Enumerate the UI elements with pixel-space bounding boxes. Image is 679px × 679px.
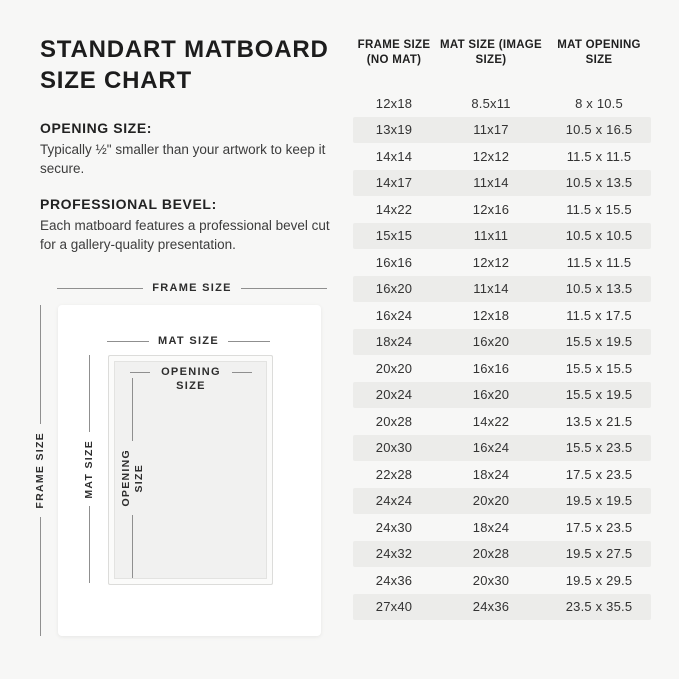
table-cell: 20x28 xyxy=(472,546,510,562)
table-row xyxy=(353,514,651,541)
table-cell: 16x24 xyxy=(375,307,413,323)
table-cell: 13x19 xyxy=(375,122,413,138)
frame-size-horizontal-dimension xyxy=(57,281,327,295)
header-frame-size: FRAME SIZE (NO MAT) xyxy=(357,39,431,66)
frame-size-label-vertical: FRAME SIZE xyxy=(34,432,46,509)
professional-bevel-section xyxy=(40,196,340,254)
table-row xyxy=(353,461,651,488)
table-row xyxy=(353,408,651,435)
table-cell: 10.5 x 16.5 xyxy=(565,122,633,138)
table-cell: 16x20 xyxy=(375,281,413,297)
size-table-header xyxy=(353,38,651,68)
professional-bevel-body: Each matboard features a professional bevel cut for a gallery-quality presentation. xyxy=(40,218,330,252)
opening-size-section xyxy=(40,120,340,178)
table-cell: 24x32 xyxy=(375,546,413,562)
table-cell: 11.5 x 11.5 xyxy=(566,254,632,270)
table-cell: 13.5 x 21.5 xyxy=(565,413,633,429)
dimension-line xyxy=(89,355,90,432)
table-cell: 16x20 xyxy=(472,387,510,403)
dimension-line xyxy=(232,372,252,373)
table-cell: 10.5 x 13.5 xyxy=(565,175,633,191)
table-row xyxy=(353,196,651,223)
table-row xyxy=(353,541,651,568)
table-cell: 19.5 x 29.5 xyxy=(565,572,633,588)
mat-size-label-horizontal: MAT SIZE xyxy=(158,335,219,347)
page-title-line2: SIZE CHART xyxy=(40,67,192,94)
table-row xyxy=(353,143,651,170)
table-row xyxy=(353,90,651,117)
opening-size-horizontal-dimension xyxy=(130,365,252,393)
table-cell: 12x18 xyxy=(375,95,413,111)
table-cell: 11.5 x 11.5 xyxy=(566,148,632,164)
opening-size-label-vertical-word2: SIZE xyxy=(132,463,145,493)
dimension-line xyxy=(40,517,41,636)
table-cell: 18x24 xyxy=(375,334,413,350)
table-cell: 14x17 xyxy=(375,175,413,191)
page-title-line1: STANDART MATBOARD xyxy=(40,36,329,63)
table-cell: 15.5 x 15.5 xyxy=(565,360,633,376)
matboard-diagram xyxy=(30,275,335,655)
dimension-line xyxy=(107,341,149,342)
table-cell: 24x24 xyxy=(375,493,413,509)
dimension-line xyxy=(228,341,270,342)
table-cell: 18x24 xyxy=(472,519,510,535)
table-cell: 10.5 x 13.5 xyxy=(565,281,633,297)
table-cell: 16x24 xyxy=(472,440,510,456)
page-title xyxy=(40,34,340,96)
table-cell: 17.5 x 23.5 xyxy=(565,466,633,482)
table-cell: 14x22 xyxy=(375,201,413,217)
table-cell: 12x16 xyxy=(472,201,510,217)
dimension-line xyxy=(241,288,327,289)
frame-size-label-horizontal: FRAME SIZE xyxy=(152,282,232,294)
dimension-line xyxy=(130,372,150,373)
frame-size-vertical-dimension xyxy=(32,305,48,636)
left-column xyxy=(40,34,340,254)
table-cell: 14x22 xyxy=(472,413,510,429)
header-mat-size: MAT SIZE (IMAGE SIZE) xyxy=(439,39,543,66)
opening-size-label-vertical xyxy=(120,449,145,507)
table-cell: 11x14 xyxy=(473,175,509,191)
table-cell: 16x16 xyxy=(375,254,413,270)
table-row xyxy=(353,488,651,515)
table-cell: 8.5x11 xyxy=(471,95,511,111)
table-cell: 20x24 xyxy=(375,387,413,403)
table-cell: 11.5 x 15.5 xyxy=(566,201,632,217)
table-row xyxy=(353,170,651,197)
table-row xyxy=(353,594,651,621)
table-cell: 14x14 xyxy=(375,148,413,164)
opening-size-heading: OPENING SIZE: xyxy=(40,120,153,136)
table-cell: 12x12 xyxy=(472,254,510,270)
table-cell: 15.5 x 19.5 xyxy=(565,334,633,350)
table-cell: 19.5 x 19.5 xyxy=(565,493,633,509)
table-row xyxy=(353,117,651,144)
table-cell: 24x30 xyxy=(375,519,413,535)
table-row xyxy=(353,382,651,409)
mat-size-horizontal-dimension xyxy=(107,334,270,348)
table-cell: 11x17 xyxy=(473,122,509,138)
table-row xyxy=(353,435,651,462)
table-cell: 27x40 xyxy=(375,599,413,615)
mat-size-vertical-dimension xyxy=(81,355,97,583)
table-cell: 12x18 xyxy=(472,307,510,323)
table-cell: 19.5 x 27.5 xyxy=(565,546,633,562)
table-cell: 11.5 x 17.5 xyxy=(566,307,632,323)
dimension-line xyxy=(40,305,41,424)
table-cell: 15.5 x 19.5 xyxy=(565,387,633,403)
dimension-line xyxy=(89,506,90,583)
table-cell: 20x28 xyxy=(375,413,413,429)
table-row xyxy=(353,276,651,303)
professional-bevel-heading: PROFESSIONAL BEVEL: xyxy=(40,196,217,212)
table-cell: 15x15 xyxy=(375,228,413,244)
table-cell: 11x14 xyxy=(473,281,509,297)
table-row xyxy=(353,302,651,329)
table-cell: 17.5 x 23.5 xyxy=(565,519,633,535)
opening-size-body: Typically ½" smaller than your artwork to keep it secure. xyxy=(40,142,326,176)
opening-size-vertical-dimension xyxy=(118,378,146,578)
table-row xyxy=(353,329,651,356)
table-cell: 8 x 10.5 xyxy=(575,95,623,111)
table-cell: 12x12 xyxy=(472,148,510,164)
table-cell: 10.5 x 10.5 xyxy=(565,228,633,244)
table-cell: 16x16 xyxy=(472,360,510,376)
table-row xyxy=(353,223,651,250)
table-cell: 24x36 xyxy=(375,572,413,588)
table-cell: 20x30 xyxy=(472,572,510,588)
table-cell: 23.5 x 35.5 xyxy=(565,599,633,615)
table-cell: 18x24 xyxy=(472,466,510,482)
header-mat-opening-size: MAT OPENING SIZE xyxy=(557,39,641,66)
size-table-body xyxy=(353,90,651,620)
table-row xyxy=(353,355,651,382)
table-cell: 24x36 xyxy=(472,599,510,615)
table-cell: 11x11 xyxy=(473,228,509,244)
dimension-line xyxy=(132,378,133,441)
table-cell: 15.5 x 23.5 xyxy=(565,440,633,456)
opening-size-label-horizontal: OPENING SIZE xyxy=(161,366,221,392)
table-cell: 20x20 xyxy=(472,493,510,509)
table-row xyxy=(353,249,651,276)
size-table xyxy=(353,38,651,620)
dimension-line xyxy=(57,288,143,289)
opening-size-label-vertical-word1: OPENING xyxy=(119,449,132,507)
dimension-line xyxy=(132,515,133,578)
table-cell: 20x20 xyxy=(375,360,413,376)
table-row xyxy=(353,567,651,594)
table-cell: 22x28 xyxy=(375,466,413,482)
table-cell: 20x30 xyxy=(375,440,413,456)
mat-size-label-vertical: MAT SIZE xyxy=(83,439,95,499)
table-cell: 16x20 xyxy=(472,334,510,350)
